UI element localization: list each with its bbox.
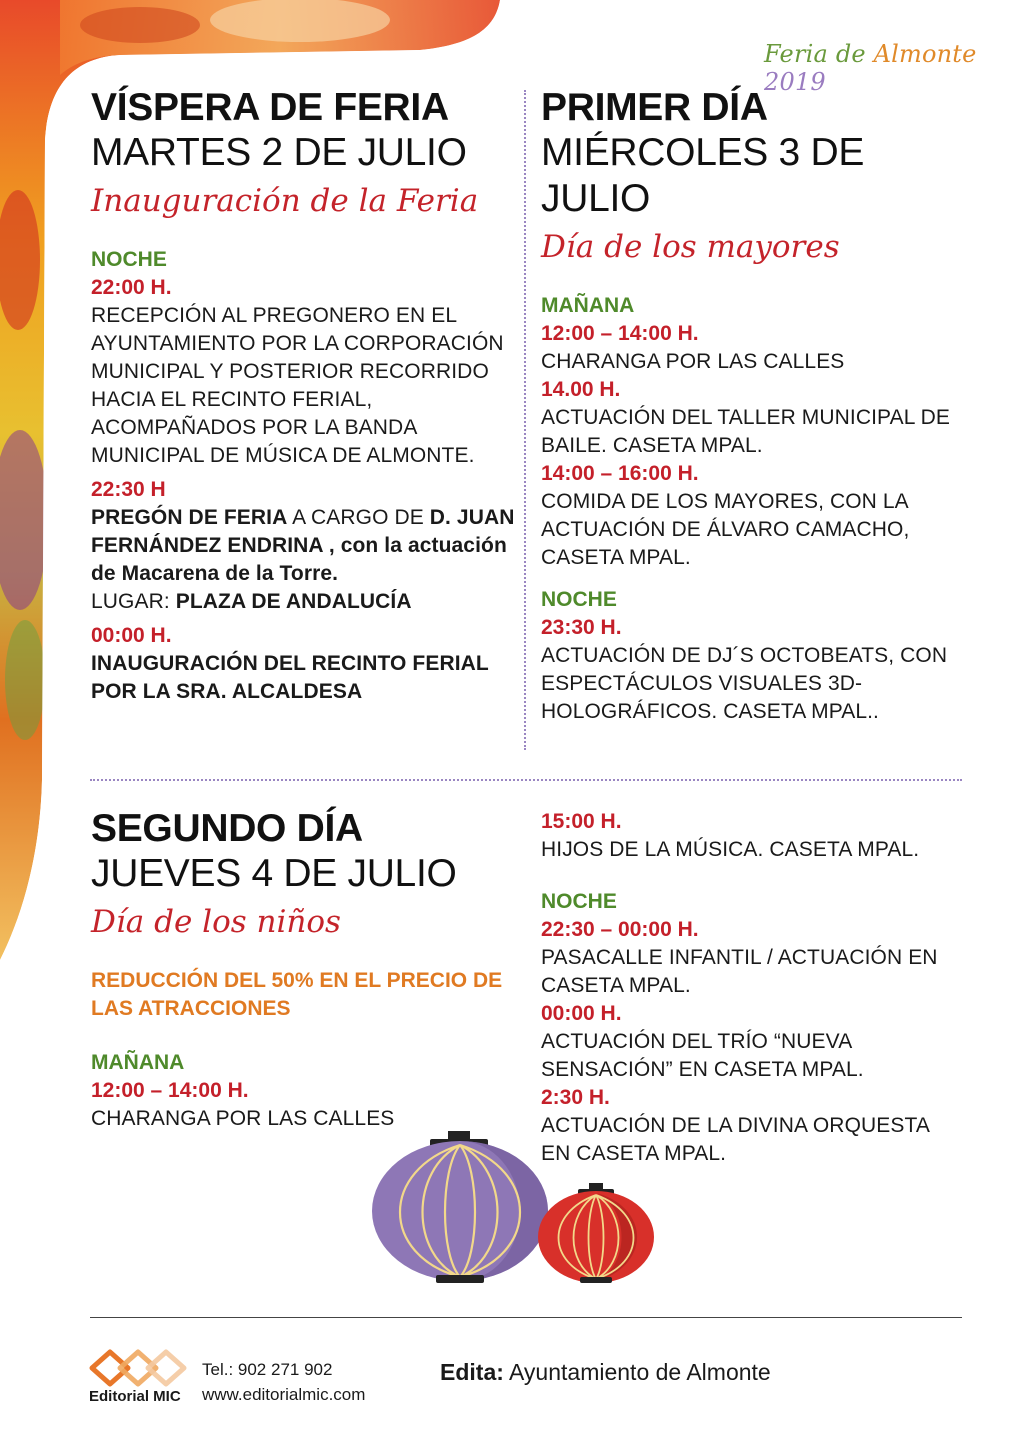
- event-text: ACTUACIÓN DE DJ´S OCTOBEATS, CON ESPECTÁCULOS VISUALES 3D-HOLOGRÁFICOS. CASETA MPAL..: [541, 644, 948, 723]
- day-segundo: [91, 807, 511, 1133]
- horizontal-divider: [90, 779, 962, 781]
- place-label: LUGAR:: [91, 590, 176, 613]
- event-time: 22:00 H.: [91, 276, 172, 299]
- paper-lanterns-illustration: [360, 1125, 660, 1290]
- period-morning: MAÑANA: [91, 1051, 185, 1074]
- day-title: PRIMER DÍA: [541, 86, 768, 129]
- day-date-line-1: MIÉRCOLES 3 DE: [541, 131, 865, 174]
- day-theme: Día de los mayores: [541, 229, 840, 265]
- event-time: 12:00 – 14:00 H.: [91, 1079, 249, 1102]
- period-night: NOCHE: [91, 248, 167, 271]
- event-time: 23:30 H.: [541, 616, 622, 639]
- event-time: 00:00 H.: [91, 624, 172, 647]
- event-bold: PREGÓN DE FERIA: [91, 506, 288, 529]
- publisher-website[interactable]: www.editorialmic.com: [202, 1385, 366, 1404]
- event-plain: A CARGO DE: [287, 506, 430, 529]
- day-date: MARTES 2 DE JULIO: [91, 131, 467, 174]
- publisher-name: Editorial MIC: [89, 1388, 181, 1405]
- purple-lantern: [372, 1131, 548, 1283]
- event-text: INAUGURACIÓN DEL RECINTO FERIAL POR LA SRA. ALCALDESA: [91, 652, 489, 703]
- publisher-phone: Tel.: 902 271 902: [202, 1360, 333, 1379]
- brand-year: 2019: [764, 68, 826, 96]
- day-title: VÍSPERA DE FERIA: [91, 86, 449, 129]
- event-bold: D. JUAN FERNÁNDEZ ENDRINA , con la actuación de Macarena de la Torre.: [91, 506, 515, 585]
- event-text: HIJOS DE LA MÚSICA. CASETA MPAL.: [541, 838, 920, 861]
- period-night: NOCHE: [541, 588, 617, 611]
- event-text: [91, 504, 516, 588]
- day-theme: Día de los niños: [91, 904, 341, 940]
- footer-rule: [90, 1317, 962, 1318]
- event-time: 12:00 – 14:00 H.: [541, 322, 699, 345]
- event-text: ACTUACIÓN DEL TALLER MUNICIPAL DE BAILE. CASETA MPAL.: [541, 406, 950, 457]
- day-title: SEGUNDO DÍA: [91, 807, 363, 850]
- day-date-line-2: JULIO: [541, 177, 651, 220]
- event-time: 00:00 H.: [541, 1002, 622, 1025]
- brand-part-2: Almonte: [873, 40, 977, 68]
- event-text: PASACALLE INFANTIL / ACTUACIÓN EN CASETA MPAL.: [541, 946, 938, 997]
- day-primer: [541, 86, 961, 726]
- event-time: 14:00 – 16:00 H.: [541, 462, 699, 485]
- event-place: [91, 588, 516, 616]
- day-date: JUEVES 4 DE JULIO: [91, 852, 457, 895]
- event-text: COMIDA DE LOS MAYORES, CON LA ACTUACIÓN DE ÁLVARO CAMACHO, CASETA MPAL.: [541, 490, 910, 569]
- edited-by-label: Edita:: [440, 1359, 504, 1385]
- day-theme: Inauguración de la Feria: [91, 183, 479, 219]
- vertical-divider: [524, 90, 526, 750]
- period-morning: MAÑANA: [541, 294, 635, 317]
- place-value: PLAZA DE ANDALUCÍA: [175, 590, 412, 613]
- event-text: CHARANGA POR LAS CALLES: [91, 1107, 395, 1130]
- event-time: 14.00 H.: [541, 378, 621, 401]
- edited-by-value: Ayuntamiento de Almonte: [503, 1359, 771, 1385]
- discount-notice: REDUCCIÓN DEL 50% EN EL PRECIO DE LAS ATRACCIONES: [91, 969, 503, 1020]
- red-lantern: [538, 1183, 654, 1283]
- event-time: 15:00 H.: [541, 810, 622, 833]
- event-text: ACTUACIÓN DEL TRÍO “NUEVA SENSACIÓN” EN CASETA MPAL.: [541, 1030, 864, 1081]
- event-text: CHARANGA POR LAS CALLES: [541, 350, 845, 373]
- event-text: ACTUACIÓN DE LA DIVINA ORQUESTA EN CASETA MPAL.: [541, 1114, 929, 1165]
- event-time: 22:30 H: [91, 478, 166, 501]
- day-vispera: [91, 86, 516, 706]
- edited-by: [440, 1359, 771, 1386]
- day-segundo-continued: [541, 808, 961, 1168]
- event-time: 22:30 – 00:00 H.: [541, 918, 699, 941]
- event-text: RECEPCIÓN AL PREGONERO EN EL AYUNTAMIENTO POR LA CORPORACIÓN MUNICIPAL Y POSTERIOR RECORRIDO HACIA EL RECINTO FERIAL, ACOMPAÑADOS POR LA BANDA MUNICIPAL DE MÚSICA DE ALMONTE.: [91, 304, 504, 467]
- period-night: NOCHE: [541, 890, 617, 913]
- brand-part-1: Feria de: [764, 40, 874, 68]
- event-time: 2:30 H.: [541, 1086, 610, 1109]
